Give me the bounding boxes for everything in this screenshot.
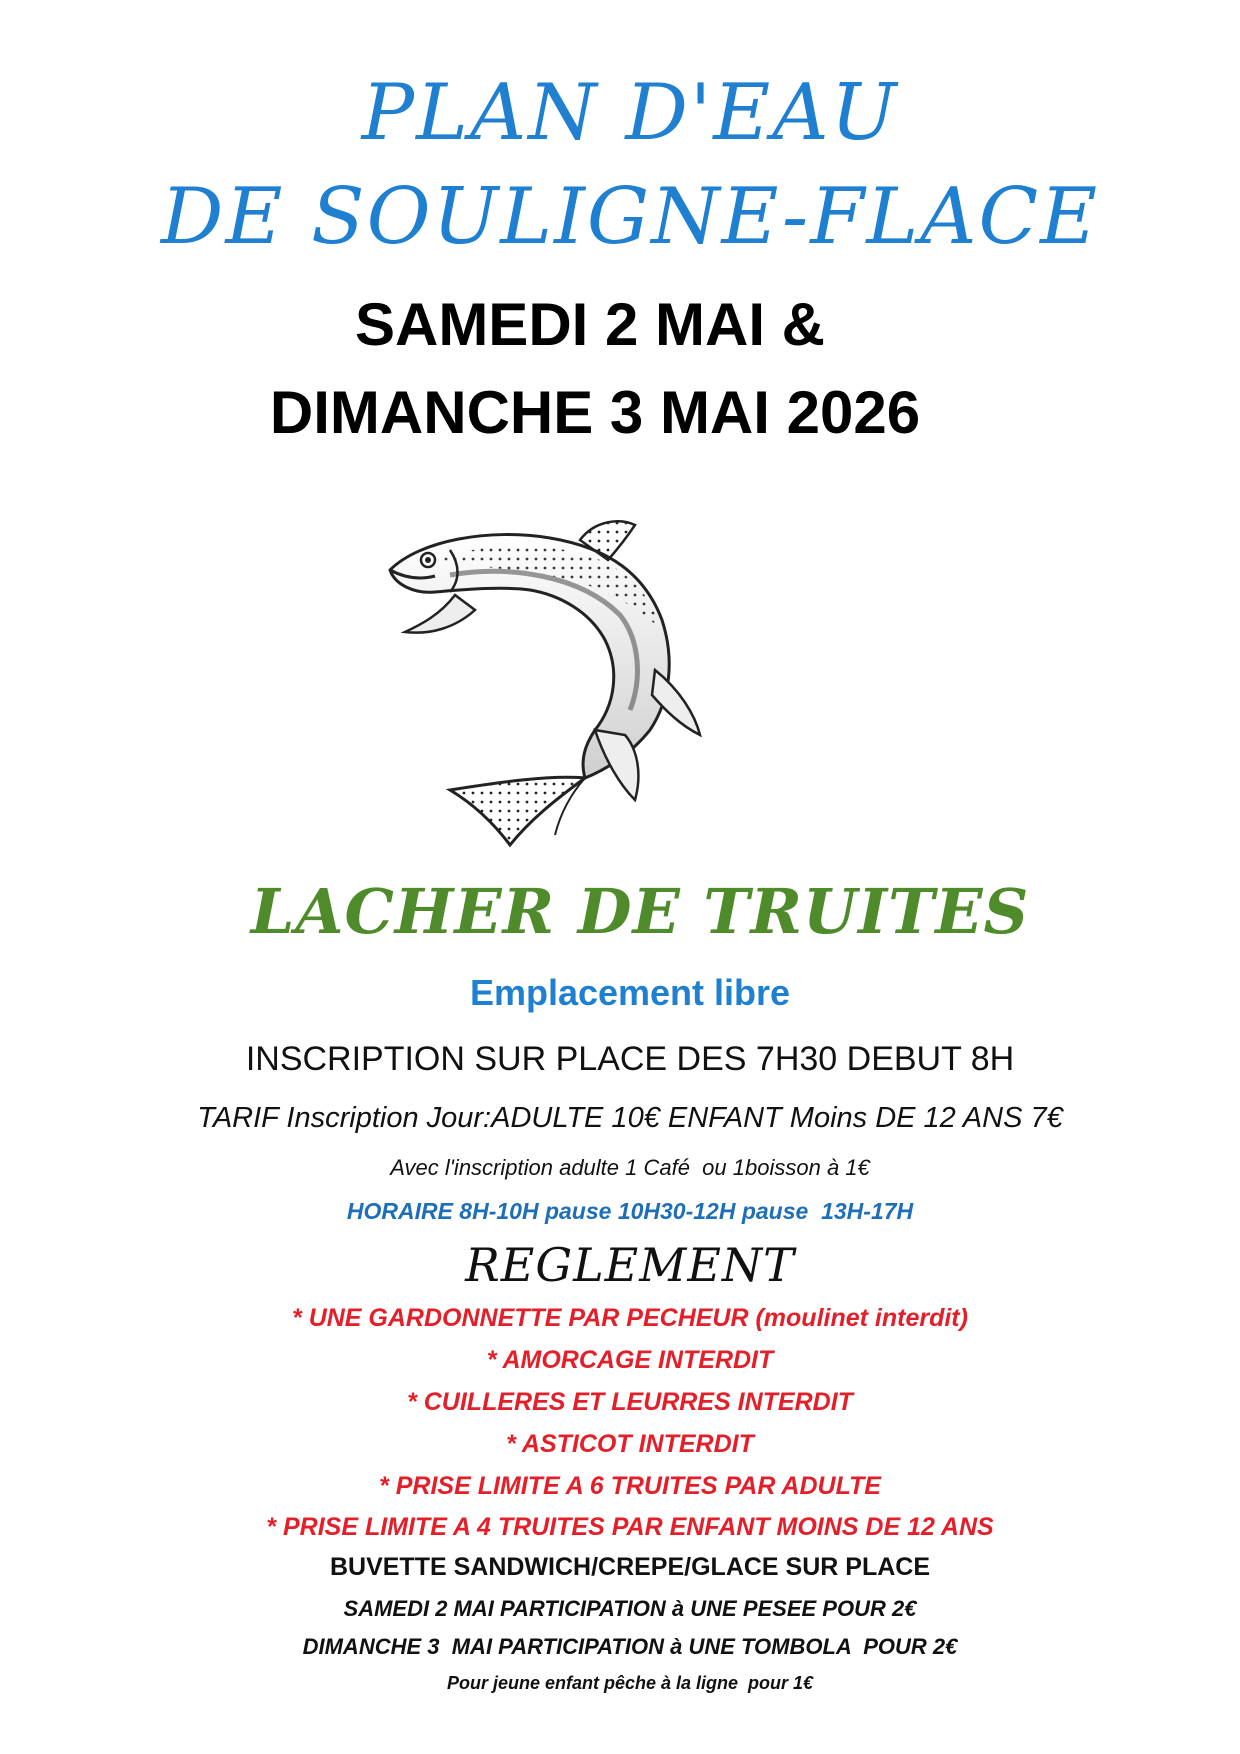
rule-item: * UNE GARDONNETTE PAR PECHEUR (moulinet interdit) xyxy=(292,1304,968,1332)
reglement-heading: REGLEMENT xyxy=(465,1238,795,1292)
rule-item: * PRISE LIMITE A 6 TRUITES PAR ADULTE xyxy=(379,1472,881,1500)
rule-item: * PRISE LIMITE A 4 TRUITES PAR ENFANT MOINS DE 12 ANS xyxy=(266,1513,994,1541)
jeune-info: Pour jeune enfant pêche à la ligne pour 1€ xyxy=(446,1673,814,1693)
buvette-info: BUVETTE SANDWICH/CREPE/GLACE SUR PLACE xyxy=(329,1553,931,1581)
rule-item: * CUILLERES ET LEURRES INTERDIT xyxy=(407,1388,853,1416)
trout-illustration xyxy=(380,520,720,850)
dates-line2: DIMANCHE 3 MAI 2026 xyxy=(269,379,921,446)
horaire-info: HORAIRE 8H-10H pause 10H30-12H pause 13H-17H xyxy=(346,1198,914,1224)
rule-item: * AMORCAGE INTERDIT xyxy=(486,1346,774,1374)
fish-pectoral-fin xyxy=(405,595,475,633)
dimanche-info: DIMANCHE 3 MAI PARTICIPATION à UNE TOMBOLA POUR 2€ xyxy=(302,1634,958,1659)
dates-line1: SAMEDI 2 MAI & xyxy=(354,291,826,358)
event-subtitle: Emplacement libre xyxy=(469,972,791,1013)
title-line2: DE SOULIGNE-FLACE xyxy=(160,172,1100,262)
inscription-info: INSCRIPTION SUR PLACE DES 7H30 DEBUT 8H xyxy=(245,1040,1015,1078)
avec-info: Avec l'inscription adulte 1 Café ou 1boisson à 1€ xyxy=(390,1155,870,1180)
fish-tail xyxy=(450,777,585,845)
tarif-info: TARIF Inscription Jour:ADULTE 10€ ENFANT Moins DE 12 ANS 7€ xyxy=(197,1102,1063,1134)
rule-item: * ASTICOT INTERDIT xyxy=(506,1430,754,1458)
event-name: LACHER DE TRUITES xyxy=(250,875,1030,948)
title-line1: PLAN D'EAU xyxy=(361,68,899,158)
samedi-info: SAMEDI 2 MAI PARTICIPATION à UNE PESEE POUR 2€ xyxy=(343,1596,917,1621)
